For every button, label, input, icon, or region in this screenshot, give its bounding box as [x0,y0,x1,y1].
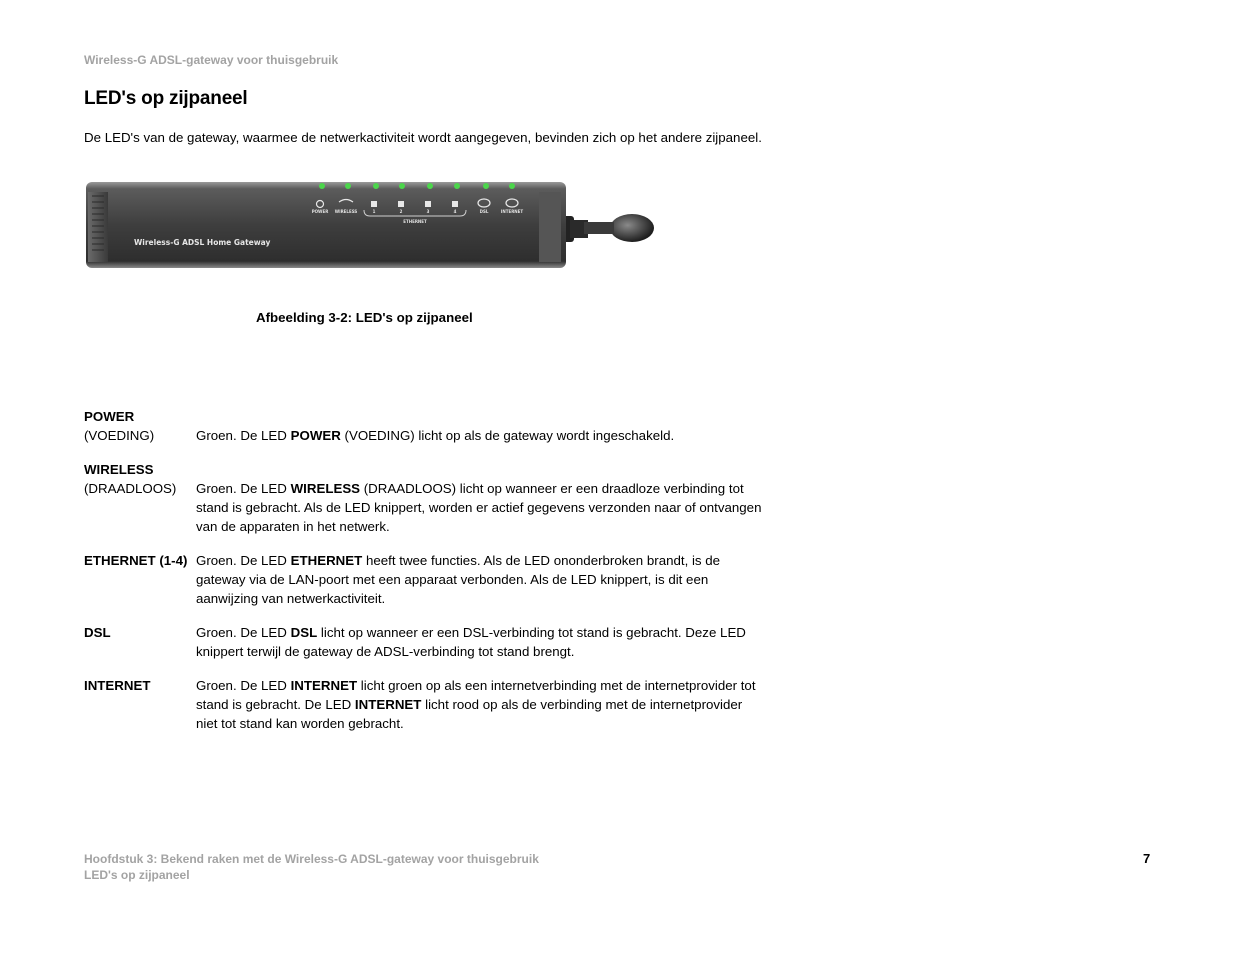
page-number: 7 [1143,851,1151,866]
led-description-internet: Groen. De LED INTERNET licht groen op als een internetverbinding met de internetprovider tot stand is gebracht. De LED INTERNET licht rood op als de verbinding met de internetprovider niet tot stand kan worden gebracht. [196,678,756,731]
intro-paragraph: De LED's van de gateway, waarmee de netwerkactiviteit wordt aangegeven, bevinden zich op het andere zijpaneel. [84,130,762,145]
power-led-icon [319,183,325,189]
ethernet-3-label: 3 [426,209,430,214]
ethernet-3-led-icon [427,183,433,189]
led-entry-power [84,407,764,445]
led-entry-ethernet [84,551,764,608]
internet-led-icon [509,183,515,189]
device-model-label: Wireless-G ADSL Home Gateway [134,238,271,247]
led-alias-power: (VOEDING) [84,428,155,443]
figure-caption: Afbeelding 3-2: LED's op zijpaneel [256,310,473,325]
led-term-internet: INTERNET [84,678,151,693]
running-header: Wireless-G ADSL-gateway voor thuisgebruik [84,53,339,67]
port-3-icon [425,201,431,207]
footer-chapter [84,851,539,883]
port-4-icon [452,201,458,207]
ethernet-2-led-icon [399,183,405,189]
led-entry-wireless [84,460,764,536]
wireless-led-label: WIRELESS [334,209,358,214]
led-description-ethernet: Groen. De LED ETHERNET heeft twee functies. Als de LED ononderbroken brandt, is de gateway via de LAN-poort met een apparaat verbonden. Als de LED knippert, is dit een aanwijzing van netwerkactiviteit. [196,553,721,606]
dsl-led-label: DSL [479,209,489,214]
internet-led-label: INTERNET [500,209,524,214]
footer-section-title: LED's op zijpaneel [84,868,190,882]
led-description-wireless: Groen. De LED WIRELESS (DRAADLOOS) licht op wanneer er een draadloze verbinding tot stand is gebracht. Als de LED knippert, worden er actief gegevens verzonden naar of ontvangen van de apparaten in het netwerk. [196,481,762,534]
led-alias-wireless: (DRAADLOOS) [84,481,177,496]
ethernet-4-label: 4 [453,209,457,214]
ethernet-1-led-icon [373,183,379,189]
led-entry-internet [84,676,764,733]
power-led-label: POWER [311,209,329,214]
ethernet-group-label: ETHERNET [403,219,427,224]
led-term-ethernet: ETHERNET (1-4) [84,553,188,568]
footer-chapter-title: Hoofdstuk 3: Bekend raken met de Wireless-G ADSL-gateway voor thuisgebruik [84,852,539,866]
ethernet-4-led-icon [454,183,460,189]
led-term-wireless: WIRELESS [84,462,154,477]
gateway-side-panel-figure [84,172,664,276]
wireless-led-icon [345,183,351,189]
ethernet-1-label: 1 [372,209,376,214]
led-description-list [84,407,764,748]
dsl-led-icon [483,183,489,189]
port-2-icon [398,201,404,207]
led-description-power: Groen. De LED POWER (VOEDING) licht op als de gateway wordt ingeschakeld. [196,428,675,443]
port-1-icon [371,201,377,207]
page-title: LED's op zijpaneel [84,88,248,109]
led-term-power: POWER [84,409,135,424]
led-description-dsl: Groen. De LED DSL licht op wanneer er een DSL-verbinding tot stand is gebracht. Deze LED knippert terwijl de gateway de ADSL-verbinding tot stand brengt. [196,625,746,659]
led-term-dsl: DSL [84,625,111,640]
ethernet-2-label: 2 [399,209,403,214]
led-entry-dsl [84,623,764,661]
